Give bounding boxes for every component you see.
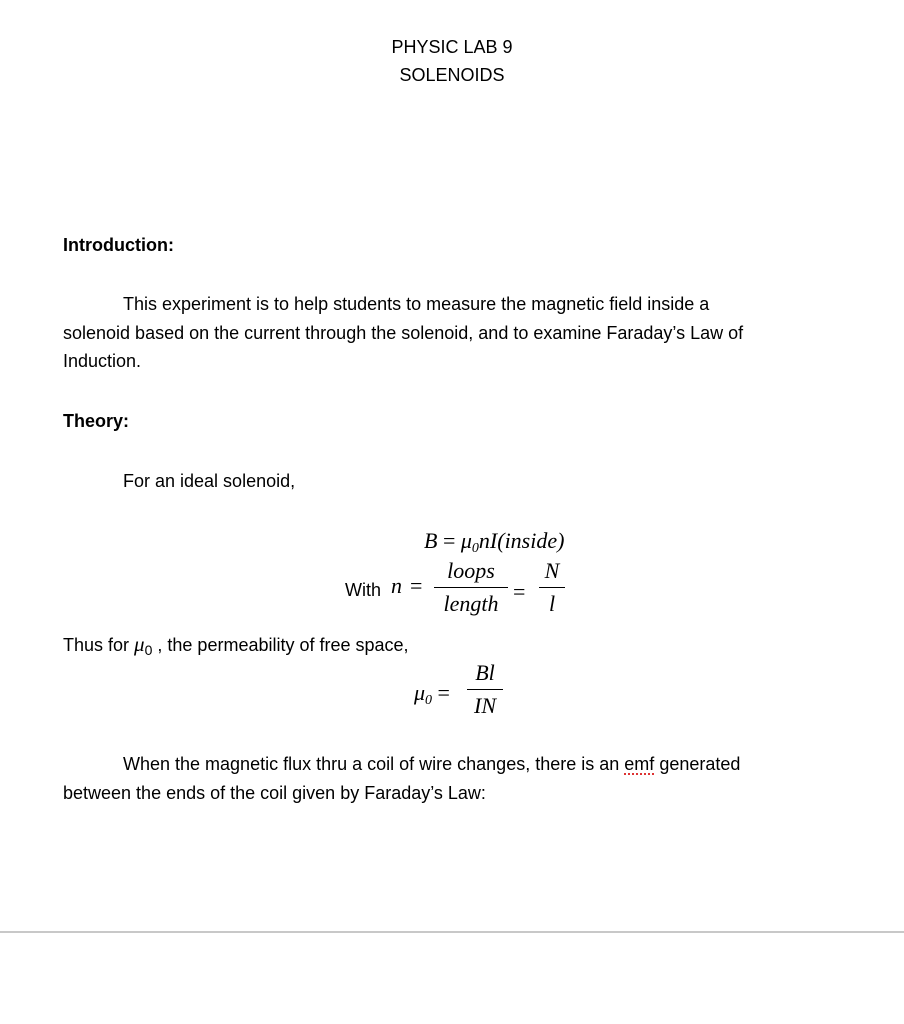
frac3-denominator: IN (474, 693, 496, 718)
eq1-mu: μ (460, 528, 472, 553)
frac2-numerator: N (544, 558, 560, 583)
eq3-sub0: 0 (425, 693, 433, 708)
frac3-numerator: Bl (475, 660, 495, 685)
thus-line (63, 630, 409, 664)
eq3-equals: = (437, 680, 450, 705)
frac2-bar (539, 587, 565, 588)
frac3-bar (467, 689, 503, 690)
page-title: PHYSIC LAB 9 (391, 37, 513, 57)
frac1-numerator: loops (447, 558, 495, 583)
theory-heading: Theory: (63, 411, 130, 431)
faraday-text-after: generated (659, 754, 741, 774)
page-subtitle: SOLENOIDS (399, 65, 505, 85)
ideal-solenoid-text: For an ideal solenoid, (123, 471, 296, 491)
equation-field-inside (424, 528, 564, 557)
eq2-equals: = (410, 573, 423, 598)
blank-area (0, 933, 904, 1024)
intro-line-2: solenoid based on the current through the solenoid, and to examine Faraday’s Law of (63, 323, 744, 343)
frac2-denominator: l (548, 591, 556, 616)
eq2-equals-2: = (513, 579, 526, 604)
faraday-line-1 (123, 750, 740, 778)
eq3-lhs (414, 680, 450, 709)
eq2-var-n: n (391, 573, 402, 598)
eq1-sub0: 0 (471, 541, 479, 556)
faraday-line-2: between the ends of the coil given by Faraday’s Law: (63, 783, 486, 803)
faraday-text-before: When the magnetic flux thru a coil of wire changes, there is an (123, 754, 620, 774)
frac1-denominator: length (443, 591, 499, 616)
fraction-Bl-IN (467, 660, 503, 719)
intro-line-1: This experiment is to help students to measure the magnetic field inside a (123, 294, 710, 314)
intro-line-3: Induction. (63, 351, 142, 371)
frac1-bar (434, 587, 508, 588)
emf-word[interactable]: emf (624, 754, 655, 774)
thus-mu: μ (134, 632, 145, 656)
fraction-N-l (539, 558, 565, 617)
eq3-mu: μ (414, 680, 426, 705)
fraction-loops-length (434, 558, 508, 617)
eq1-rhs-rest: nI(inside) (478, 528, 565, 553)
thus-sub0: 0 (144, 642, 153, 658)
introduction-heading: Introduction: (63, 235, 174, 255)
eq2-with-text: With (345, 580, 381, 600)
eq1-lhs: B (424, 528, 438, 553)
thus-text-after: , the permeability of free space, (157, 635, 409, 655)
thus-text-before: Thus for (63, 635, 130, 655)
eq1-equals: = (442, 528, 456, 553)
